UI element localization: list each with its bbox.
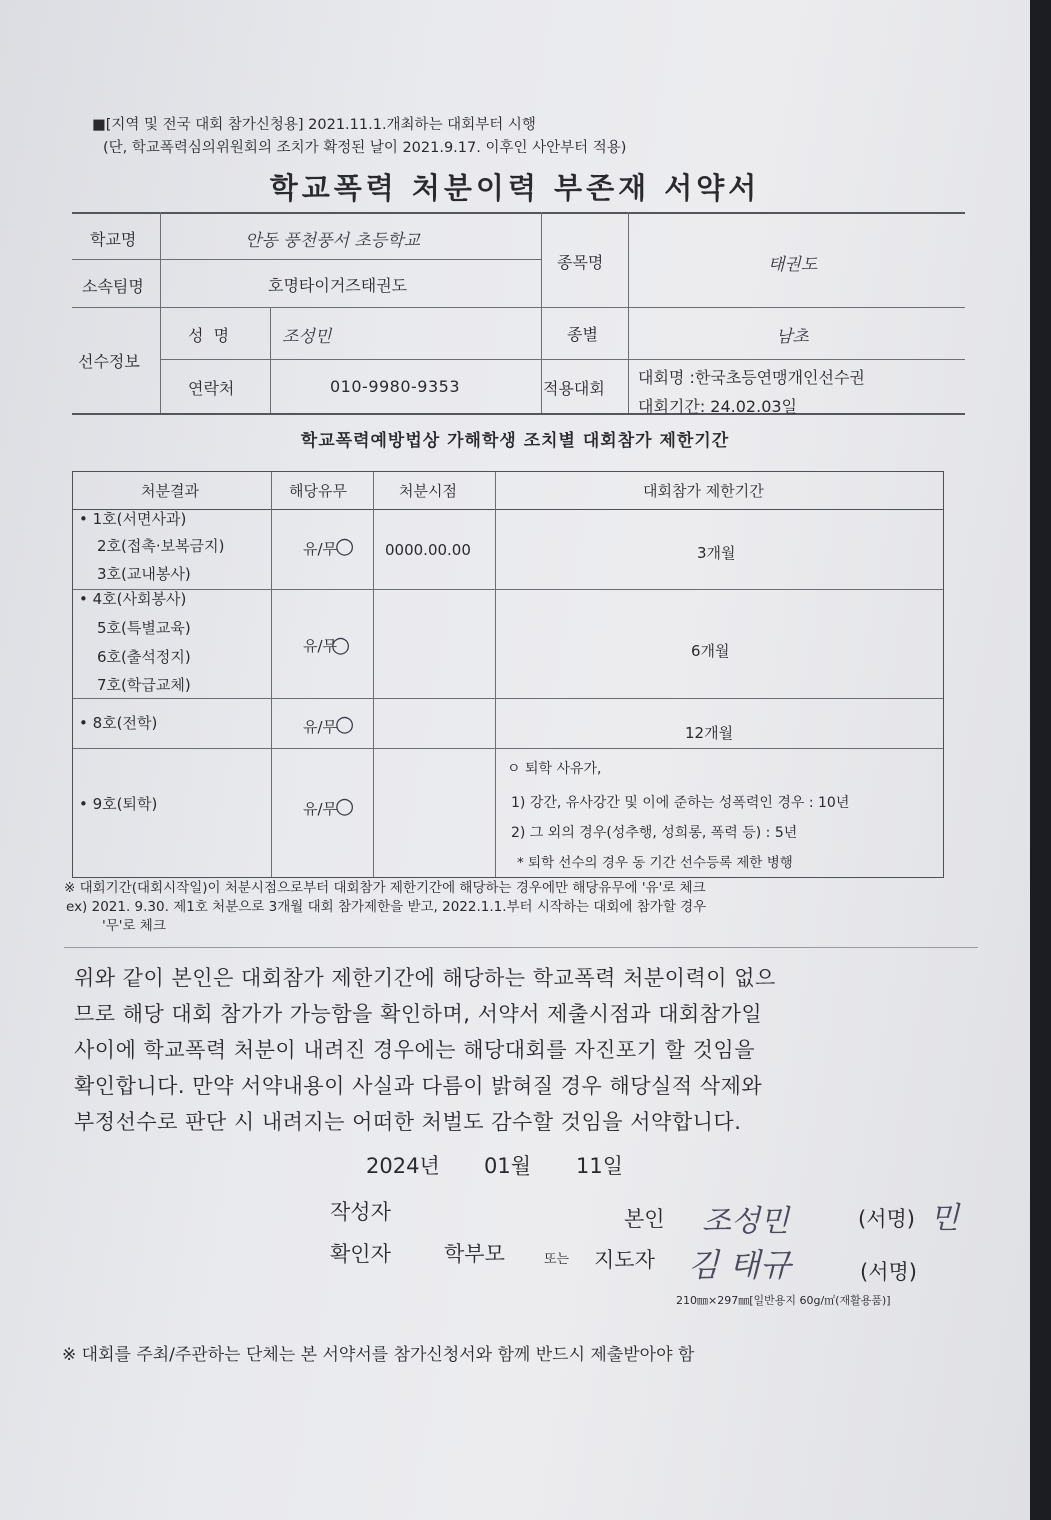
school-label: 학교명	[90, 230, 137, 249]
header-result: 처분결과	[141, 482, 199, 500]
team-value: 호명타이거즈태권도	[268, 276, 408, 295]
date-month: 01월	[484, 1154, 532, 1178]
row2-item-2: 5호(특별교육)	[97, 619, 191, 637]
contact-label: 연락처	[188, 379, 235, 398]
date-year: 2024년	[366, 1154, 440, 1178]
parent-label: 학부모	[444, 1242, 505, 1266]
header-period: 대회참가 제한기간	[643, 482, 764, 500]
date-day: 11일	[576, 1154, 624, 1178]
pledge-line-1: 위와 같이 본인은 대회참가 제한기간에 해당하는 학교폭력 처분이력이 없으	[74, 966, 776, 990]
row4-period-line-3: 2) 그 외의 경우(성추행, 성희롱, 폭력 등) : 5년	[511, 825, 798, 841]
self-seal-handwriting: 민	[930, 1201, 959, 1236]
row4-check: 유/무	[303, 800, 338, 818]
row4-period-line-2: 1) 강간, 유사강간 및 이에 준하는 성폭력인 경우 : 10년	[511, 795, 850, 811]
row1-item-1: • 1호(서면사과)	[79, 510, 187, 528]
category-value: 남초	[776, 327, 809, 347]
competition-period: 대회기간: 24.02.03일	[638, 397, 798, 416]
category-label: 종별	[567, 325, 598, 344]
event-label: 종목명	[557, 253, 604, 272]
row2-item-4: 7호(학급교체)	[97, 676, 191, 694]
row1-date: 0000.00.00	[385, 541, 471, 559]
contact-value: 010-9980-9353	[330, 377, 461, 396]
note-line-2: ex) 2021. 9.30. 제1호 처분으로 3개월 대회 참가제한을 받고, 2022.1.1.부터 시작하는 대회에 참가할 경우	[66, 899, 707, 915]
row2-period: 6개월	[691, 642, 730, 660]
row3-item-1: • 8호(전학)	[79, 714, 158, 732]
notice-line-2: (단, 학교폭력심의위원회의 조치가 확정된 날이 2021.9.17. 이후인 사안부터 적용)	[103, 140, 627, 156]
row4-check-mark: ○	[335, 794, 355, 819]
note-line-1: ※ 대회기간(대회시작일)이 처분시점으로부터 대회참가 제한기간에 해당하는 경우에만 해당유무에 '유'로 체크	[64, 880, 706, 896]
team-label: 소속팀명	[82, 277, 144, 296]
pledge-line-5: 부정선수로 판단 시 내려지는 어떠한 처벌도 감수할 것임을 서약합니다.	[74, 1110, 742, 1134]
row3-check-mark: ○	[335, 712, 355, 737]
row4-period-line-4: * 퇴학 선수의 경우 동 기간 선수등록 제한 병행	[517, 855, 793, 871]
row1-check: 유/무	[303, 540, 338, 558]
row4-item-1: • 9호(퇴학)	[79, 795, 158, 813]
header-date: 처분시점	[399, 482, 457, 500]
row2-check-mark: ○	[331, 633, 351, 658]
or-label: 또는	[544, 1252, 570, 1267]
name-label: 성 명	[188, 326, 230, 345]
coach-signature: 김 태규	[688, 1246, 791, 1284]
restriction-subtitle: 학교폭력예방법상 가해학생 조치별 대회참가 제한기간	[300, 431, 730, 451]
self-label: 본인	[624, 1207, 665, 1231]
coach-seal-label: (서명)	[860, 1260, 917, 1284]
paper-spec: 210㎜×297㎜[일반용지 60g/㎡(재활용품)]	[676, 1294, 891, 1307]
note-line-3: '무'로 체크	[102, 918, 166, 934]
self-seal-label: (서명)	[858, 1207, 915, 1231]
name-value: 조성민	[282, 327, 332, 347]
author-label: 작성자	[330, 1200, 391, 1224]
confirm-label: 확인자	[330, 1242, 391, 1266]
coach-label: 지도자	[594, 1248, 655, 1272]
row2-item-1: • 4호(사회봉사)	[79, 590, 187, 608]
pledge-line-4: 확인합니다. 만약 서약내용이 사실과 다름이 밝혀질 경우 해당실적 삭제와	[74, 1074, 763, 1098]
row3-period: 12개월	[685, 724, 734, 742]
pledge-line-3: 사이에 학교폭력 처분이 내려진 경우에는 해당대회를 자진포기 할 것임을	[74, 1038, 755, 1062]
row1-check-mark: ○	[335, 534, 355, 559]
school-value: 안동 풍천풍서 초등학교	[245, 231, 421, 251]
document-title: 학교폭력 처분이력 부존재 서약서	[269, 171, 761, 205]
header-applicable: 해당유무	[289, 482, 347, 500]
footer-note: ※ 대회를 주최/주관하는 단체는 본 서약서를 참가신청서와 함께 반드시 제출받아야 함	[62, 1345, 695, 1365]
row1-item-3: 3호(교내봉사)	[97, 565, 191, 583]
row1-period: 3개월	[697, 544, 736, 562]
competition-name: 대회명 :한국초등연맹개인선수권	[638, 368, 865, 387]
restriction-table	[72, 471, 944, 878]
competition-label: 적용대회	[543, 379, 605, 398]
notice-line-1: ■[지역 및 전국 대회 참가신청용] 2021.11.1.개최하는 대회부터 시행	[92, 117, 536, 133]
event-value: 태권도	[768, 255, 818, 275]
row2-item-3: 6호(출석정지)	[97, 648, 191, 666]
self-signature: 조성민	[702, 1204, 789, 1239]
row4-period-line-1: ㅇ 퇴학 사유가,	[507, 761, 602, 777]
pledge-line-2: 므로 해당 대회 참가가 가능함을 확인하며, 서약서 제출시점과 대회참가일	[74, 1002, 763, 1026]
athlete-info-label: 선수정보	[78, 352, 140, 371]
row1-item-2: 2호(접촉·보복금지)	[97, 537, 225, 555]
row2-check: 유/무	[303, 637, 338, 655]
row3-check: 유/무	[303, 718, 338, 736]
